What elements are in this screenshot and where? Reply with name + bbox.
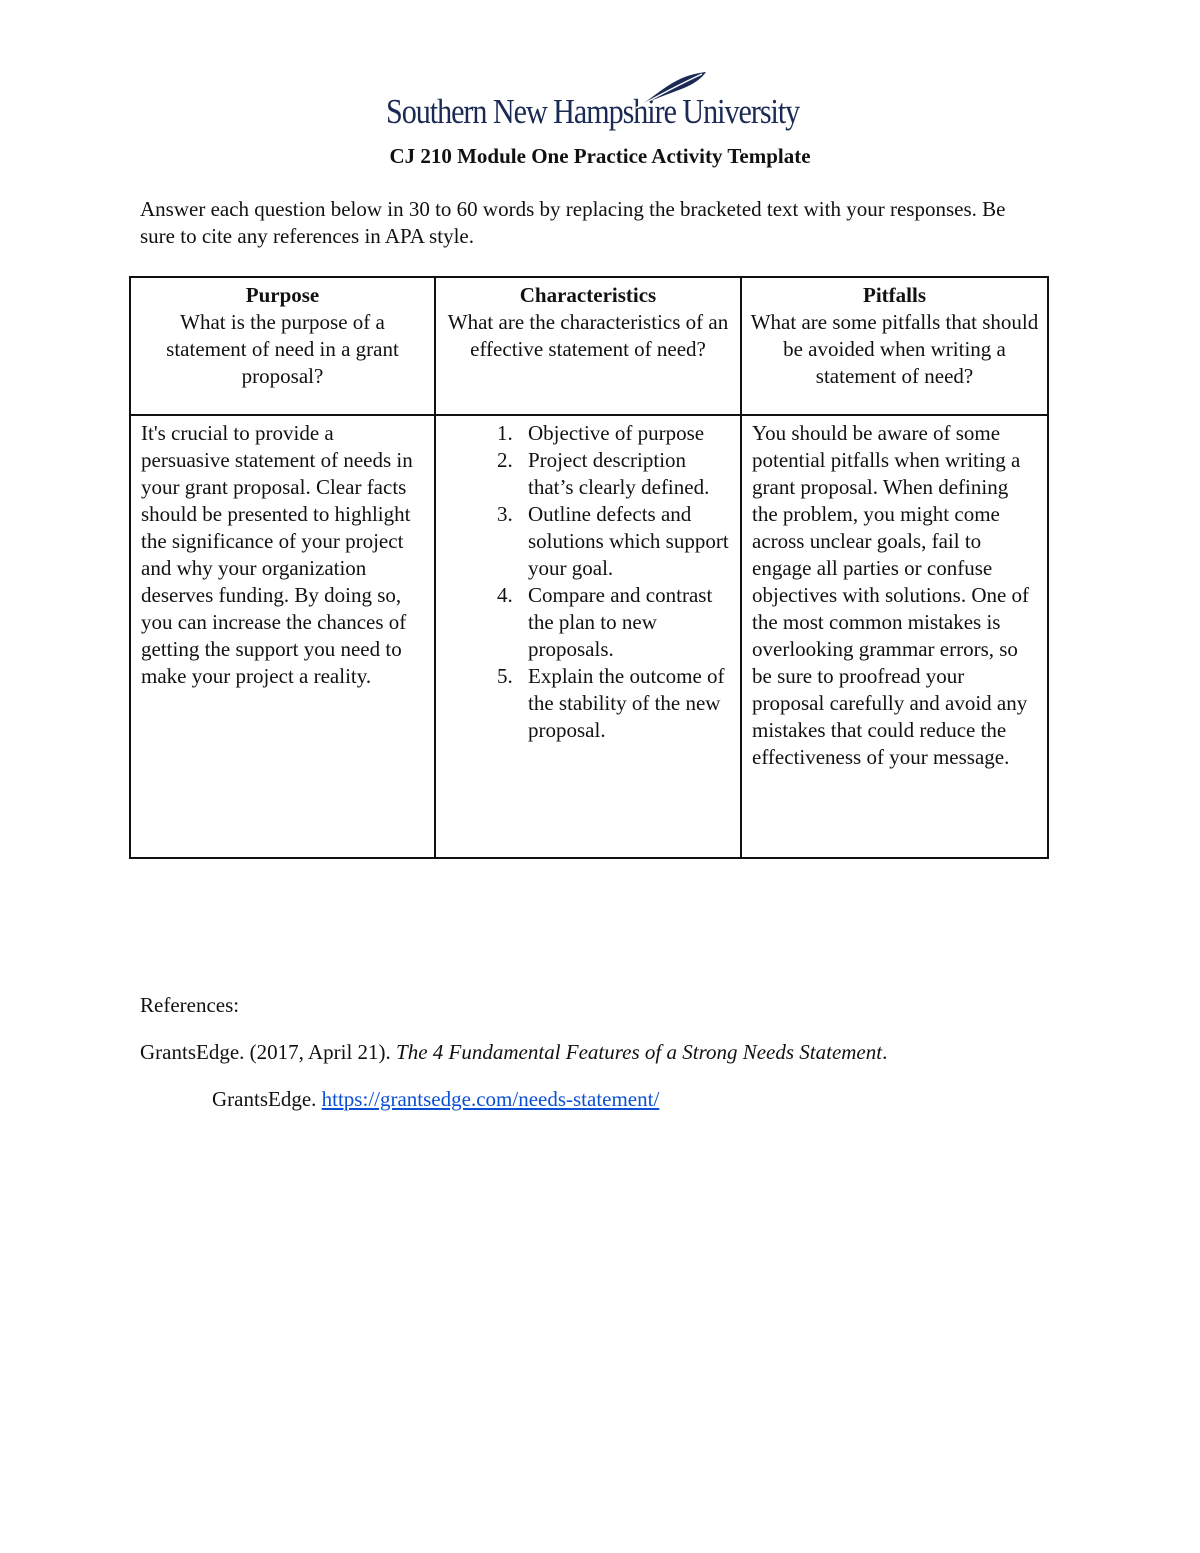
column-title: Purpose [245,283,320,307]
list-item: 5. Explain the outcome of the stability of the new proposal. [518,663,732,744]
column-question: What are some pitfalls that should be avoided when writing a statement of need? [750,310,1039,388]
reference-entry-line2 [212,1087,659,1112]
reference-author-date: GrantsEdge. (2017, April 21). [140,1040,397,1064]
column-question: What is the purpose of a statement of need in a grant proposal? [166,310,399,388]
table-answer-row [130,415,1048,858]
reference-title: The 4 Fundamental Features of a Strong Needs Statement [396,1040,883,1064]
header-cell-pitfalls [741,277,1048,415]
pitfalls-answer-cell[interactable]: You should be aware of some potential pitfalls when writing a grant proposal. When defining the problem, you might come across unclear goals, fail to engage all parties or confuse objectives with solutions. One of the most common mistakes is overlooking grammar errors, so be sure to proofread your proposal carefully and avoid any mistakes that could reduce the effectiveness of your message. [741,415,1048,858]
reference-entry-line1 [140,1040,887,1065]
characteristics-answer-cell[interactable] [435,415,741,858]
university-logo [386,70,816,136]
reference-link[interactable]: https://grantsedge.com/needs-statement/ [321,1087,660,1111]
activity-table [129,276,1049,859]
document-title: CJ 210 Module One Practice Activity Template [389,144,811,168]
header-cell-purpose [130,277,435,415]
list-item: 1. Objective of purpose [518,420,732,447]
list-item: 2. Project description that’s clearly defined. [518,447,732,501]
column-title: Characteristics [519,283,657,307]
column-question: What are the characteristics of an effective statement of need? [447,310,729,361]
list-item: 4. Compare and contrast the plan to new proposals. [518,582,732,663]
reference-title-end: . [882,1040,888,1064]
reference-publisher: GrantsEdge. [212,1087,322,1111]
table-header-row [130,277,1048,415]
logo-wordmark: Southern New Hampshire University [386,92,800,131]
feather-icon [632,70,712,110]
list-item: 3. Outline defects and solutions which support your goal. [518,501,732,582]
characteristics-list [446,420,732,744]
references-heading: References: [140,993,240,1017]
column-title: Pitfalls [863,283,926,307]
purpose-answer-cell[interactable]: It's crucial to provide a persuasive statement of needs in your grant proposal. Clear facts should be presented to highlight the significance of your project and why your organization deserves funding. By doing so, you can increase the chances of getting the support you need to make your project a reality. [130,415,435,858]
header-cell-characteristics [435,277,741,415]
instructions-paragraph: Answer each question below in 30 to 60 words by replacing the bracketed text with your responses. Be sure to cite any references in APA style. [140,197,1006,248]
